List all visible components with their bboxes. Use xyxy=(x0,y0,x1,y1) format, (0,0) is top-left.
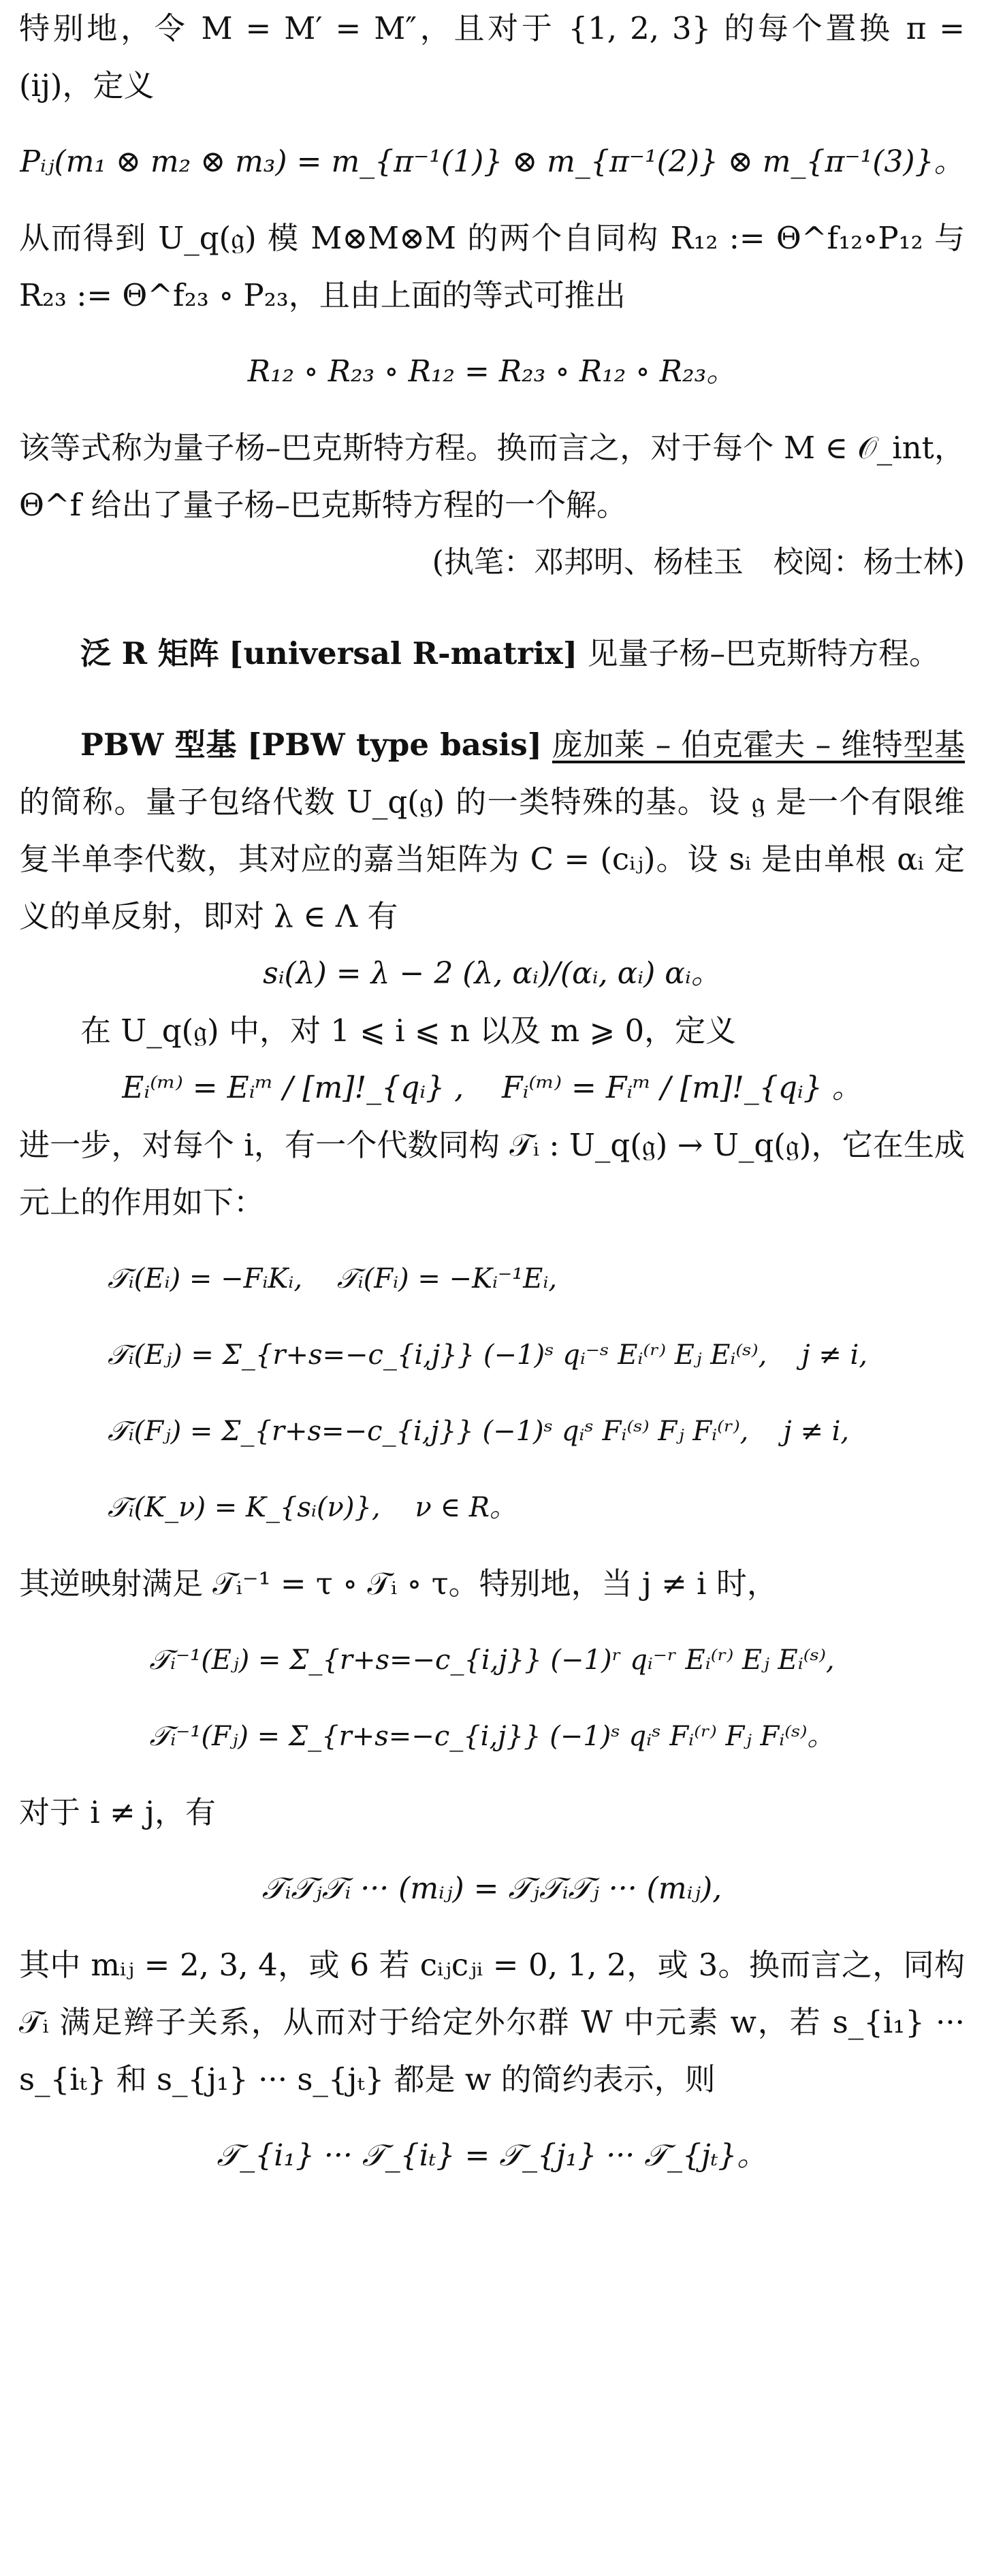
entry-universal-r-matrix xyxy=(19,625,965,682)
equation-t-action-3: 𝒯ᵢ(Fⱼ) = Σ_{r+s=−c_{i,j}} (−1)ˢ qᵢˢ Fᵢ⁽ˢ⁾ Fⱼ Fᵢ⁽ʳ⁾, j ≠ i, xyxy=(108,1416,850,1447)
equation-t-action-2: 𝒯ᵢ(Eⱼ) = Σ_{r+s=−c_{i,j}} (−1)ˢ qᵢ⁻ˢ Eᵢ⁽ʳ⁾ Eⱼ Eᵢ⁽ˢ⁾, j ≠ i, xyxy=(108,1339,868,1371)
equation-t-action-4: 𝒯ᵢ(K_ν) = K_{sᵢ(ν)}, ν ∈ R。 xyxy=(108,1492,517,1523)
entry-pbw-basis xyxy=(19,716,965,945)
credit-line: (执笔：邓邦明、杨桂玉 校阅：杨士林) xyxy=(432,545,965,579)
equation-permutation: Pᵢⱼ(m₁ ⊗ m₂ ⊗ m₃) = m_{π⁻¹(1)} ⊗ m_{π⁻¹(2)} ⊗ m_{π⁻¹(3)}。 xyxy=(20,144,964,179)
equation-inverse-2: 𝒯ᵢ⁻¹(Fⱼ) = Σ_{r+s=−c_{i,j}} (−1)ˢ qᵢˢ Fᵢ⁽ʳ⁾ Fⱼ Fᵢ⁽ˢ⁾。 xyxy=(149,1721,835,1752)
equation-t-action-1: 𝒯ᵢ(Eᵢ) = −FᵢKᵢ, 𝒯ᵢ(Fᵢ) = −Kᵢ⁻¹Eᵢ, xyxy=(108,1263,558,1294)
paragraph-automorphisms: 从而得到 U_q(𝔤) 模 M⊗M⊗M 的两个自同构 R₁₂ := Θ^f₁₂∘P₁₂ 与 R₂₃ := Θ^f₂₃ ∘ P₂₃，且由上面的等式可推出 xyxy=(19,220,965,313)
equation-reduced-expression: 𝒯_{i₁} ··· 𝒯_{iₜ} = 𝒯_{j₁} ··· 𝒯_{jₜ}。 xyxy=(217,2138,767,2173)
equation-divided-powers: Eᵢ⁽ᵐ⁾ = Eᵢᵐ / [m]!_{qᵢ} , Fᵢ⁽ᵐ⁾ = Fᵢᵐ / [m]!_{qᵢ} 。 xyxy=(122,1070,862,1105)
entry-body-r: 见量子杨–巴克斯特方程。 xyxy=(587,635,940,671)
paragraph-braid: 其中 mᵢⱼ = 2, 3, 4，或 6 若 cᵢⱼcⱼᵢ = 0, 1, 2，或 3。换而言之，同构 𝒯ᵢ 满足辫子关系，从而对于给定外尔群 W 中元素 w，若 s_{i₁} ··· s_{iₜ} 和 s_{j₁} ··· s_{jₜ} 都是 w 的简约表示，则 xyxy=(19,1947,965,2097)
paragraph-permutation: 特别地，令 M = M′ = M″，且对于 {1, 2, 3} 的每个置换 π = (ij)，定义 xyxy=(19,10,965,104)
equation-yang-baxter: R₁₂ ∘ R₂₃ ∘ R₁₂ = R₂₃ ∘ R₁₂ ∘ R₂₃。 xyxy=(247,354,737,389)
equation-simple-reflection: sᵢ(λ) = λ − 2 (λ, αᵢ)/(αᵢ, αᵢ) αᵢ。 xyxy=(263,956,721,991)
paragraph-define: 在 U_q(𝔤) 中，对 1 ⩽ i ⩽ n 以及 m ⩾ 0，定义 xyxy=(80,1013,737,1049)
entry-term-en-pbw: [PBW type basis] xyxy=(246,727,542,763)
paragraph-i-ne-j: 对于 i ≠ j，有 xyxy=(19,1794,216,1830)
entry-head-r: 泛 R 矩阵 xyxy=(80,635,219,671)
equation-braid-relation: 𝒯ᵢ𝒯ⱼ𝒯ᵢ ··· (mᵢⱼ) = 𝒯ⱼ𝒯ᵢ𝒯ⱼ ··· (mᵢⱼ), xyxy=(261,1871,722,1906)
paragraph-lusztig-automorphism: 进一步，对每个 i，有一个代数同构 𝒯ᵢ : U_q(𝔤) → U_q(𝔤)，它在生成元上的作用如下： xyxy=(19,1127,965,1220)
equation-inverse-1: 𝒯ᵢ⁻¹(Eⱼ) = Σ_{r+s=−c_{i,j}} (−1)ʳ qᵢ⁻ʳ Eᵢ⁽ʳ⁾ Eⱼ Eᵢ⁽ˢ⁾, xyxy=(149,1644,835,1676)
entry-head-pbw: PBW 型基 xyxy=(80,727,237,763)
paragraph-inverse: 其逆映射满足 𝒯ᵢ⁻¹ = τ ∘ 𝒯ᵢ ∘ τ。特别地，当 j ≠ i 时， xyxy=(19,1565,778,1602)
entry-term-en-r: [universal R-matrix] xyxy=(229,635,578,671)
cross-reference-link[interactable]: 庞加莱 – 伯克霍夫 – 维特型基 xyxy=(552,727,966,763)
paragraph-yang-baxter: 该等式称为量子杨–巴克斯特方程。换而言之，对于每个 M ∈ 𝒪_int，Θ^f 给出了量子杨–巴克斯特方程的一个解。 xyxy=(19,430,965,523)
entry-body-pbw: 的简称。量子包络代数 U_q(𝔤) 的一类特殊的基。设 𝔤 是一个有限维复半单李代数，其对应的嘉当矩阵为 C = (cᵢⱼ)。设 sᵢ 是由单根 αᵢ 定义的单反射，即对 λ ∈ Λ 有 xyxy=(19,784,965,934)
